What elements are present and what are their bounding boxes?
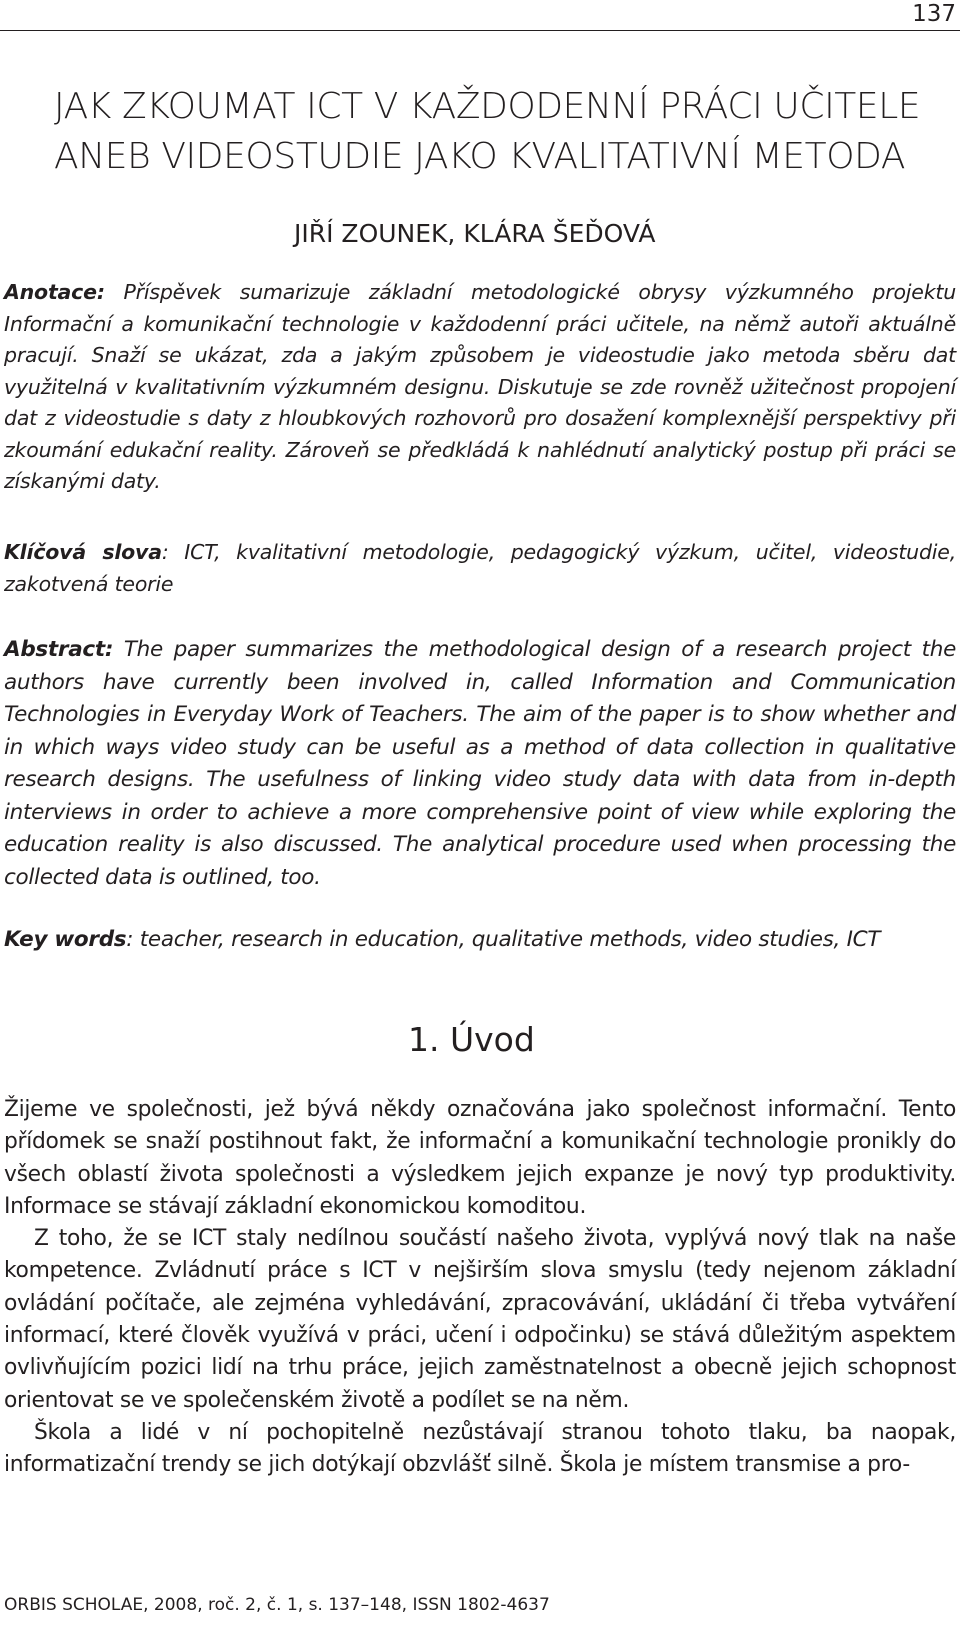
body-paragraph-2: Z toho, že se ICT staly nedílnou součástí našeho života, vyplývá nový tlak na naše kompetence. Zvládnutí práce s ICT v nejširším slova smyslu (tedy nejenom základní ovládání počítače, ale zejména vyhledávání, zpracovávání, ukládání či třeba vytváření informací, které člověk využívá v práci, učení i odpočinku) se stává důležitým aspektem ovlivňujícím pozici lidí na trhu práce, jejich zaměstnatelnost a obecně jejich schopnost orientovat se ve společenském životě a podílet se na něm. bbox=[4, 1226, 956, 1413]
annotation bbox=[4, 277, 956, 498]
body-paragraph-3: Škola a lidé v ní pochopitelně nezůstávají stranou tohoto tlaku, ba naopak, informatizační trendy se jich dotýkají obzvlášť silně. Škola je místem transmise a pro- bbox=[4, 1419, 956, 1478]
header-rule bbox=[0, 30, 960, 31]
abstract-label: Abstract: bbox=[4, 637, 114, 662]
abstract bbox=[4, 634, 956, 894]
annotation-label: Anotace: bbox=[4, 280, 105, 304]
keywords-english bbox=[4, 924, 956, 957]
keywords-czech bbox=[4, 537, 956, 600]
article-title-line-1: JAK ZKOUMAT ICT V KAŽDODENNÍ PRÁCI UČITELE bbox=[54, 86, 921, 127]
page-number: 137 bbox=[912, 1, 956, 27]
authors: JIŘÍ ZOUNEK, KLÁRA ŠEĎOVÁ bbox=[294, 219, 656, 248]
annotation-text: Příspěvek sumarizuje základní metodologické obrysy výzkumného projektu Informační a komunikační technologie v každodenní práci učitele, na němž autoři aktuálně pracují. Snaží se ukázat, zda a jakým způsobem je videostudie jako metoda sběru dat využitelná v kvalitativním výzkumném designu. Diskutuje se zde rovněž užitečnost propojení dat z videostudie s daty z hloubkových rozhovorů pro dosažení komplexnější perspektivy při zkoumání edukační reality. Zároveň se předkládá k nahlédnutí analytický postup při práci se získanými daty. bbox=[4, 280, 956, 493]
keywords-czech-text: : ICT, kvalitativní metodologie, pedagogický výzkum, učitel, videostudie, zakotvená teorie bbox=[4, 540, 957, 596]
article-title-line-2: ANEB VIDEOSTUDIE JAKO KVALITATIVNÍ METODA bbox=[54, 136, 906, 177]
section-heading: 1. Úvod bbox=[408, 1020, 535, 1059]
body-paragraph-1: Žijeme ve společnosti, jež bývá někdy označována jako společnost informační. Tento přídomek se snaží postihnout fakt, že informační a komunikační technologie pronikly do všech oblastí života společnosti a výsledkem jejich expanze je nový typ produktivity. Informace se stávají základní ekonomickou komoditou. bbox=[4, 1097, 956, 1219]
journal-footer: ORBIS SCHOLAE, 2008, roč. 2, č. 1, s. 137–148, ISSN 1802-4637 bbox=[4, 1595, 550, 1615]
keywords-english-text: : teacher, research in education, qualitative methods, video studies, ICT bbox=[126, 927, 881, 952]
abstract-text: The paper summarizes the methodological design of a research project the authors have currently been involved in, called Information and Communication Technologies in Everyday Work of Teachers. The aim of the paper is to show whether and in which ways video study can be useful as a method of data collection in qualitative research designs. The usefulness of linking video study data with data from in-depth interviews in order to achieve a more comprehensive point of view while exploring the education reality is also discussed. The analytical procedure used when processing the collected data is outlined, too. bbox=[4, 637, 956, 890]
body-text bbox=[4, 1094, 956, 1482]
keywords-czech-label: Klíčová slova bbox=[4, 540, 162, 564]
keywords-english-label: Key words bbox=[4, 927, 127, 952]
article-title bbox=[54, 82, 934, 182]
